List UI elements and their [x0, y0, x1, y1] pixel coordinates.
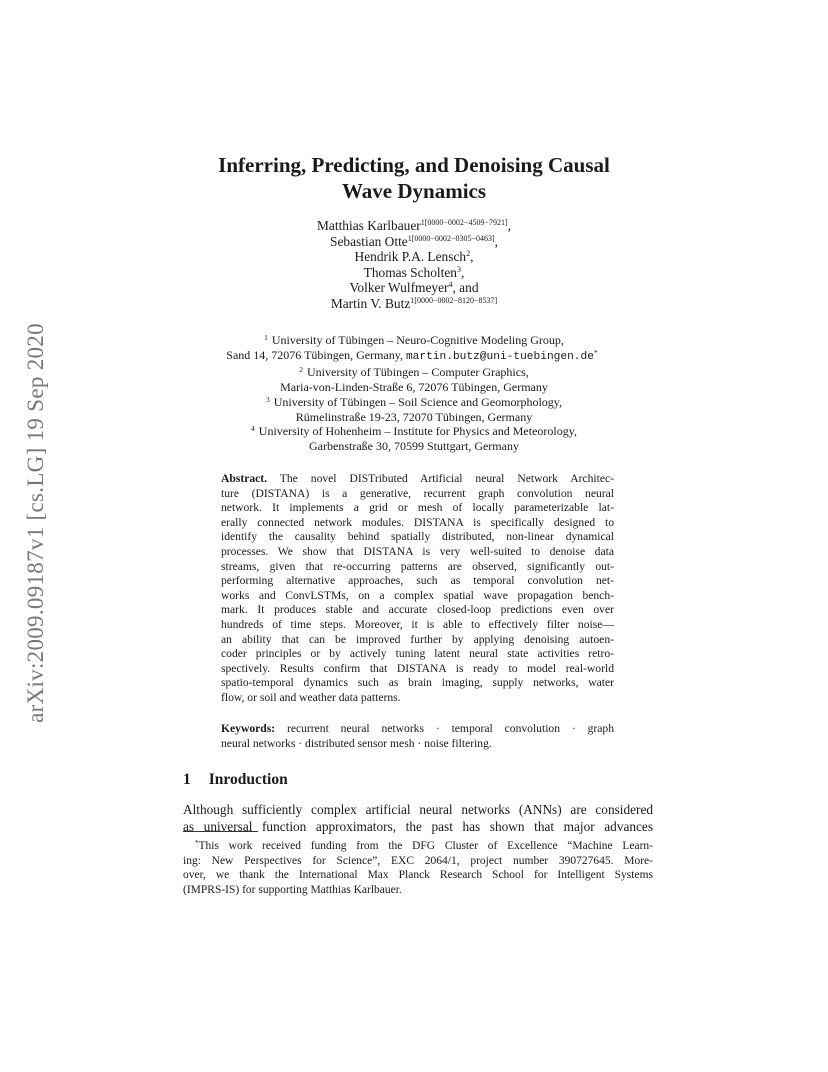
author-separator: , — [494, 233, 498, 249]
abstract-line — [221, 472, 614, 487]
affiliation-line: Garbenstraße 30, 70599 Stuttgart, Germany — [309, 439, 519, 454]
abstract-line: works and ConvLSTMs, on a complex spatial wave propagation bench- — [221, 588, 614, 602]
footnote — [183, 839, 653, 897]
author-name: Sebastian Otte — [330, 233, 408, 249]
author-affiliation-mark: 3 — [457, 264, 461, 274]
author-name: Matthias Karlbauer — [317, 218, 421, 233]
abstract-line: processes. We show that DISTANA is very well-suited to denoise data — [221, 544, 614, 558]
author-list — [200, 218, 628, 311]
footnote-line: (IMPRS-IS) for supporting Matthias Karlbauer. — [183, 883, 402, 896]
abstract-label: Abstract. — [221, 472, 268, 485]
footnote-divider — [183, 831, 258, 832]
author-affiliation-mark: 2 — [466, 249, 471, 258]
affiliation-text: University of Tübingen – Computer Graphics, — [307, 364, 529, 379]
author-line — [200, 280, 628, 296]
affiliation-number: 2 — [299, 364, 303, 374]
abstract-line: spatio-temporal dynamics such as brain imaging, supply networks, water — [221, 676, 614, 690]
abstract-line: flow, or soil and weather data patterns. — [221, 690, 401, 704]
abstract-line: streams, given that re-occurring patterns are observed, significantly out- — [221, 559, 614, 573]
abstract-line: mark. It produces stable and accurate closed-loop predictions even over — [221, 603, 614, 617]
abstract-line: erally connected network modules. DISTANA is specifically designed to — [221, 515, 614, 529]
affiliation-text: University of Tübingen – Neuro-Cognitive Modeling Group, — [271, 333, 564, 347]
author-name: Hendrik P.A. Lensch — [354, 249, 467, 264]
footnote-line — [183, 839, 653, 854]
author-name: Volker Wulfmeyer — [349, 280, 449, 295]
abstract — [221, 472, 614, 706]
author-separator: , — [507, 218, 511, 233]
affiliation-line: Maria-von-Linden-Straße 6, 72076 Tübingen, Germany — [280, 379, 548, 394]
affiliation-line — [160, 348, 668, 365]
affiliation-line: Rümelinstraße 19-23, 72070 Tübingen, Germany — [295, 409, 533, 424]
abstract-line: network. It implements a grid or mesh of locally parameterizable lat- — [221, 501, 614, 515]
section-number: 1 — [183, 771, 191, 788]
title-line: Inferring, Predicting, and Denoising Causal — [218, 153, 610, 177]
author-name: Thomas Scholten — [363, 264, 457, 280]
keywords-line — [221, 722, 614, 737]
affiliation-line — [160, 395, 668, 410]
affiliation-number: 3 — [265, 394, 270, 404]
arxiv-identifier-text: arXiv:2009.09187v1 [cs.LG] 19 Sep 2020 — [23, 323, 49, 723]
footnote-star: * — [593, 347, 598, 357]
affiliation-number: 1 — [264, 333, 268, 342]
abstract-line: identify the causality behind spatially distributed, non-linear dynamical — [221, 530, 614, 544]
affiliation-line — [160, 365, 668, 380]
abstract-line: an ability that can be improved further by applying denoising autoen- — [221, 632, 614, 646]
author-orcid: 1[0000−0002−8120−8537] — [410, 295, 498, 305]
author-affiliation-mark: 4 — [448, 280, 453, 289]
affiliation-text: University of Tübingen – Soil Science and Geomorphology, — [273, 394, 563, 409]
author-line — [200, 296, 628, 312]
author-separator: , — [461, 264, 465, 280]
keywords-text: recurrent neural networks · temporal convolution · graph — [286, 722, 614, 735]
footnote-text: This work received funding from the DFG Cluster of Excellence “Machine Learn- — [198, 840, 653, 852]
keywords-label: Keywords: — [221, 722, 276, 735]
footnote-line: ing: New Perspectives for Science”, EXC 2064/1, project number 390727645. More- — [183, 854, 653, 867]
author-line — [200, 218, 628, 234]
body-line: Although sufficiently complex artificial neural networks (ANNs) are considered — [183, 802, 653, 817]
author-separator: , and — [452, 280, 479, 295]
affiliation-text: University of Hohenheim – Institute for Physics and Meteorology, — [258, 424, 577, 439]
affiliation-text: Sand 14, 72076 Tübingen, Germany, — [226, 347, 403, 362]
affiliation-line — [160, 333, 668, 348]
footnote-marker: * — [195, 839, 199, 847]
affiliation-number: 4 — [251, 424, 255, 434]
contact-email-link[interactable]: martin.butz@uni-tuebingen.de — [405, 350, 594, 363]
abstract-text: The novel DISTributed Artificial neural Network Architec- — [279, 472, 614, 485]
keywords — [221, 722, 614, 751]
author-line — [200, 265, 628, 281]
author-name: Martin V. Butz — [330, 295, 411, 311]
keywords-line: neural networks · distributed sensor mesh · noise filtering. — [221, 736, 492, 750]
title-line: Wave Dynamics — [341, 179, 487, 203]
author-orcid: 1[0000−0002−0305−0463] — [407, 233, 495, 243]
abstract-line: coder principles or by actively tuning latent neural state activities retro- — [221, 647, 614, 661]
section-heading — [183, 771, 288, 789]
author-orcid: 1[0000−0002−4509−7921] — [420, 218, 508, 227]
body-line: as universal function approximators, the past has shown that major advances — [183, 819, 653, 834]
author-line — [200, 234, 628, 250]
abstract-line: spectively. Results confirm that DISTANA is ready to model real-world — [221, 661, 614, 675]
section-title: Inroduction — [208, 771, 288, 788]
abstract-line: performing alternative approaches, such as temporal convolution net- — [221, 574, 614, 588]
affiliation-line — [160, 424, 668, 439]
arxiv-identifier-stamp — [14, 288, 58, 758]
author-separator: , — [470, 249, 474, 264]
author-line — [200, 249, 628, 265]
intro-paragraph — [183, 801, 653, 835]
abstract-line: ture (DISTANA) is a generative, recurrent graph convolution neural — [221, 486, 614, 500]
paper-title — [150, 152, 678, 204]
affiliations — [160, 333, 668, 454]
abstract-line: hundreds of time steps. Moreover, it is able to effectively filter noise— — [221, 617, 614, 631]
footnote-line: over, we thank the International Max Planck Research School for Intelligent Systems — [183, 869, 653, 882]
